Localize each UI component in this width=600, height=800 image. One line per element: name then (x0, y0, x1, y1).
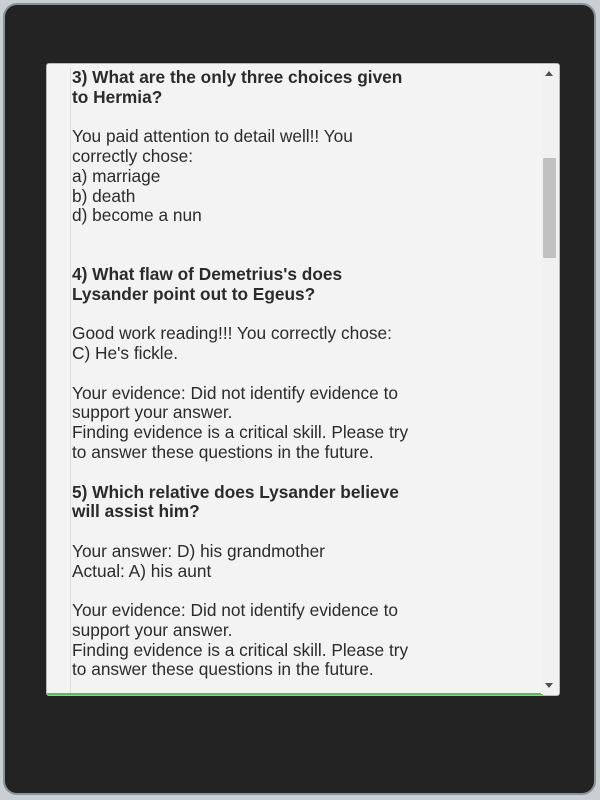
evidence-line: Your evidence: Did not identify evidence to (72, 600, 398, 621)
scrollbar-thumb[interactable] (543, 158, 556, 258)
question-title-line: Lysander point out to Egeus? (72, 283, 316, 304)
question-title (72, 483, 522, 522)
question-title-line: 5) Which relative does Lysander believe (72, 481, 399, 502)
feedback-line: Actual: A) his aunt (72, 560, 212, 581)
question-spacer (72, 246, 522, 265)
results-scroll-area[interactable] (47, 64, 543, 695)
results-panel (46, 63, 560, 696)
feedback-line: d) become a nun (72, 205, 202, 226)
device-frame (3, 3, 596, 795)
evidence-line: support your answer. (72, 402, 233, 423)
question-title-line: 3) What are the only three choices given (72, 67, 403, 87)
evidence-paragraph (72, 601, 522, 680)
evidence-line: to answer these questions in the future. (72, 441, 374, 462)
evidence-line: to answer these questions in the future. (72, 659, 374, 680)
vertical-scrollbar[interactable] (541, 65, 558, 694)
feedback-line: Good work reading!!! You correctly chose: (72, 323, 392, 344)
question-title-line: 4) What flaw of Demetrius's does (72, 263, 343, 284)
evidence-line: Your evidence: Did not identify evidence to (72, 382, 398, 403)
feedback-line: Your answer: D) his grandmother (72, 540, 325, 561)
feedback-line: a) marriage (72, 165, 161, 186)
scroll-down-arrow-icon[interactable] (545, 683, 553, 688)
evidence-line: Finding evidence is a critical skill. Please try (72, 639, 409, 660)
feedback-line: b) death (72, 185, 136, 206)
feedback-line: correctly chose: (72, 146, 194, 167)
feedback-line: You paid attention to detail well!! You (72, 126, 353, 147)
evidence-line: support your answer. (72, 620, 233, 641)
question-title-line: to Hermia? (72, 86, 163, 107)
results-content (72, 68, 522, 695)
question-3 (72, 68, 522, 265)
evidence-line: Finding evidence is a critical skill. Please try (72, 422, 409, 443)
question-title (72, 265, 522, 304)
question-title-line: will assist him? (72, 501, 200, 522)
question-4 (72, 265, 522, 463)
feedback-line: C) He's fickle. (72, 343, 179, 364)
feedback-paragraph (72, 127, 522, 226)
feedback-paragraph (72, 542, 522, 581)
question-5 (72, 483, 522, 681)
question-title (72, 68, 522, 107)
feedback-paragraph (72, 324, 522, 363)
content-left-rule (70, 68, 71, 695)
scroll-up-arrow-icon[interactable] (545, 71, 553, 76)
evidence-paragraph (72, 384, 522, 463)
next-section-accent-bar (47, 693, 543, 695)
